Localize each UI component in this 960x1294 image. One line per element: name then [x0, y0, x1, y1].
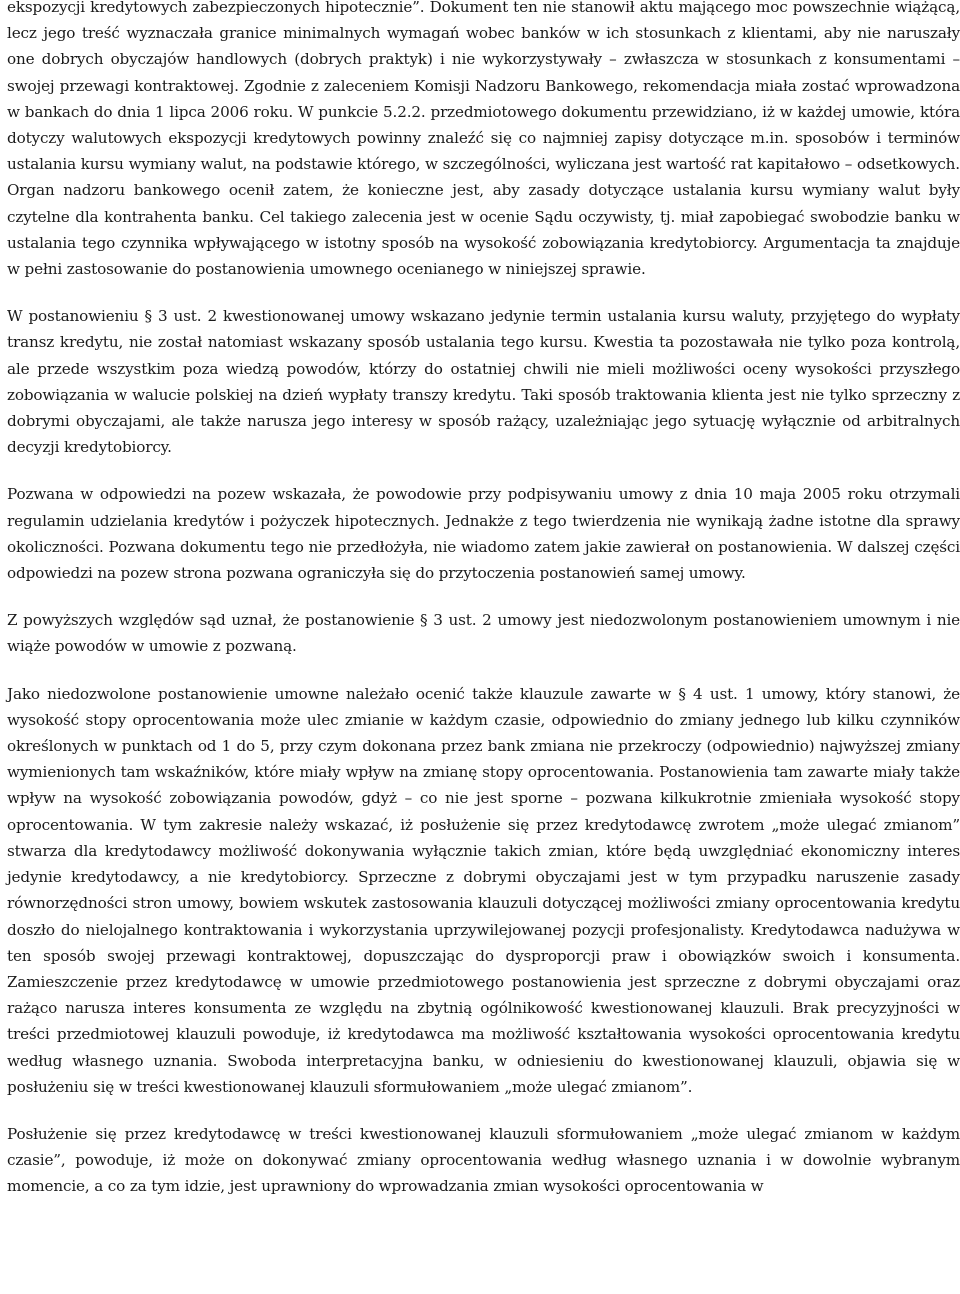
document-page [7, 0, 960, 1200]
paragraph-exchange-rate-clause: W postanowieniu § 3 ust. 2 kwestionowanej umowy wskazano jedynie termin ustalania kursu waluty, przyjętego do wypłaty transz kredytu, nie został natomiast wskazany sposób ustalania tego kursu. Kwestia ta pozostawała nie tylko poza kontrolą, ale przede wszystkim poza wiedzą powodów, którzy do ostatniej chwili nie mieli możliwości oceny wysokości przyszłego zobowiązania w walucie polskiej na dzień wypłaty transzy kredytu. Taki sposób traktowania klienta jest nie tylko sprzeczny z dobrymi obyczajami, ale także narusza jego interesy w sposób rażący, uzależniając jego sytuację wyłącznie od arbitralnych decyzji kredytobiorcy. [7, 307, 960, 457]
paragraph-recommendation: ekspozycji kredytowych zabezpieczonych hipotecznie”. Dokument ten nie stanowił aktu mającego moc powszechnie wiążącą, lecz jego treść wyznaczała granice minimalnych wymagań wobec banków w ich stosunkach z klientami, aby nie naruszały one dobrych obyczajów handlowych (dobrych praktyk) i nie wykorzystywały – zwłaszcza w stosunkach z konsumentami – swojej przewagi kontraktowej. Zgodnie z zaleceniem Komisji Nadzoru Bankowego, rekomendacja miała zostać wprowadzona w bankach do dnia 1 lipca 2006 roku. W punkcie 5.2.2. przedmiotowego dokumentu przewidziano, iż w każdej umowie, która dotyczy walutowych ekspozycji kredytowych powinny znaleźć się co najmniej zapisy dotyczące m.in. sposobów i terminów ustalania kursu wymiany walut, na podstawie którego, w szczególności, wyliczana jest wartość rat kapitałowo – odsetkowych. Organ nadzoru bankowego ocenił zatem, że konieczne jest, aby zasady dotyczące ustalania kursu wymiany walut były czytelne dla kontrahenta banku. Cel takiego zalecenia jest w ocenie Sądu oczywisty, tj. miał zapobiegać swobodzie banku w ustalania tego czynnika wpływającego w istotny sposób na wysokość zobowiązania kredytobiorcy. Argumentacja ta znajduje w pełni zastosowanie do postanowienia umownego ocenianego w niniejszej sprawie. [7, 0, 960, 279]
paragraph-court-conclusion: Z powyższych względów sąd uznał, że postanowienie § 3 ust. 2 umowy jest niedozwolonym postanowieniem umownym i nie wiąże powodów w umowie z pozwaną. [7, 611, 960, 656]
paragraph-may-change-wording: Posłużenie się przez kredytodawcę w treści kwestionowanej klauzuli sformułowaniem „może ulegać zmianom w każdym czasie”, powoduje, iż może on dokonywać zmiany oprocentowania według własnego uznania i w dowolnie wybranym momencie, a co za tym idzie, jest uprawniony do wprowadzania zmian wysokości oprocentowania w [7, 1124, 960, 1196]
paragraph-defendant-response: Pozwana w odpowiedzi na pozew wskazała, że powodowie przy podpisywaniu umowy z dnia 10 maja 2005 roku otrzymali regulamin udzielania kredytów i pożyczek hipotecznych. Jednakże z tego twierdzenia nie wynikają żadne istotne dla sprawy okoliczności. Pozwana dokumentu tego nie przedłożyła, nie wiadomo zatem jakie zawierał on postanowienia. W dalszej części odpowiedzi na pozew strona pozwana ograniczyła się do przytoczenia postanowień samej umowy. [7, 485, 960, 583]
paragraph-interest-rate-clause: Jako niedozwolone postanowienie umowne należało ocenić także klauzule zawarte w § 4 ust. 1 umowy, który stanowi, że wysokość stopy oprocentowania może ulec zmianie w każdym czasie, odpowiednio do zmiany jednego lub kilku czynników określonych w punktach od 1 do 5, przy czym dokonana przez bank zmiana nie przekroczy (odpowiednio) najwyższej zmiany wymienionych tam wskaźników, które miały wpływ na zmianę stopy oprocentowania. Postanowienia tam zawarte miały także wpływ na wysokość zobowiązania powodów, gdyż – co nie jest sporne – pozwana kilkukrotnie zmieniała wysokość stopy oprocentowania. W tym zakresie należy wskazać, iż posłużenie się przez kredytodawcę zwrotem „może ulegać zmianom” stwarza dla kredytodawcy możliwość dokonywania wyłącznie takich zmian, które będą uwzględniać ekonomiczny interes jedynie kredytodawcy, a nie kredytobiorcy. Sprzeczne z dobrymi obyczajami jest w tym przypadku naruszenie zasady równorzędności stron umowy, bowiem wskutek zastosowania klauzuli dotyczącej możliwości zmiany oprocentowania kredytu doszło do nielojalnego kontraktowania i wykorzystania uprzywilejowanej pozycji profesjonalisty. Kredytodawca nadużywa w ten sposób swojej przewagi kontraktowej, dopuszczając do dysproporcji praw i obowiązków swoich i konsumenta. Zamieszczenie przez kredytodawcę w umowie przedmiotowego postanowienia jest sprzeczne z dobrymi obyczajami oraz rażąco narusza interes konsumenta ze względu na zbytnią ogólnikowość kwestionowanej klauzuli. Brak precyzyjności w treści przedmiotowej klauzuli powoduje, iż kredytodawca ma możliwość kształtowania wysokości oprocentowania kredytu według własnego uznania. Swoboda interpretacyjna banku, w odniesieniu do kwestionowanej klauzuli, objawia się w posłużeniu się w treści kwestionowanej klauzuli sformułowaniem „może ulegać zmianom”. [7, 684, 960, 1096]
